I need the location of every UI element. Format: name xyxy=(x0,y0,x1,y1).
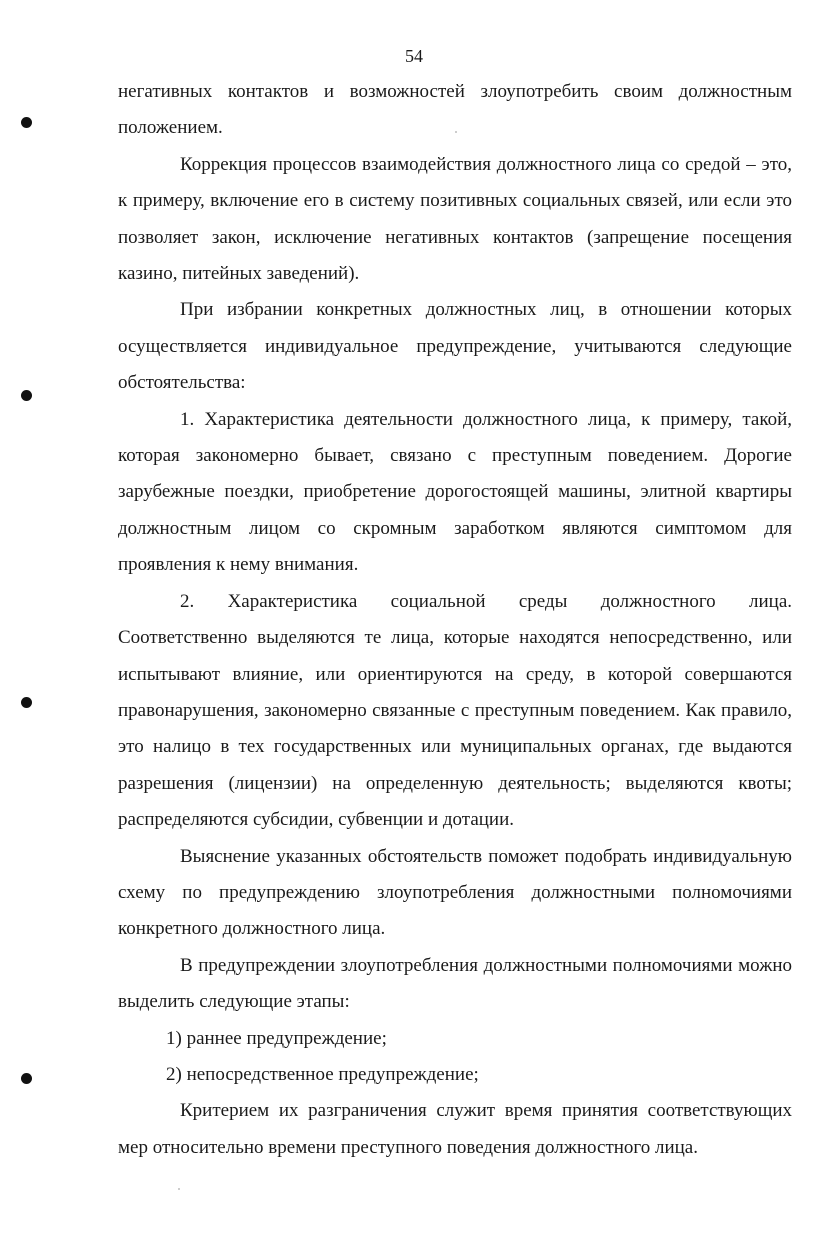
list-item-early-prevention: 1) раннее предупреждение; xyxy=(166,1027,387,1049)
binder-hole-4 xyxy=(21,1073,32,1084)
scan-speck xyxy=(178,1188,180,1190)
paragraph-continuation: негативных контактов и возможностей злоупотребить своим должностным положением. xyxy=(118,81,792,139)
binder-hole-3 xyxy=(21,697,32,708)
page-number: 54 xyxy=(405,46,423,66)
paragraph-stages-intro: В предупреждении злоупотребления должностными полномочиями можно выделить следующие этапы: xyxy=(118,954,792,1013)
binder-hole-2 xyxy=(21,390,32,401)
paragraph-item-2-heading: 2. Характеристика социальной среды должностного лица. xyxy=(180,590,792,612)
paragraph-criterion: Критерием их разграничения служит время принятия соответствующих мер относительно времени преступного поведения должностного лица. xyxy=(118,1100,792,1158)
list-item-direct-prevention: 2) непосредственное предупреждение; xyxy=(166,1063,479,1085)
document-text xyxy=(118,74,792,1166)
binder-hole-1 xyxy=(21,117,32,128)
paragraph-correction: Коррекция процессов взаимодействия должностного лица со средой – это, к примеру, включение его в систему позитивных социальных связей, или если это позволяет закон, исключение негативных контактов (запрещение посещения казино, питейных заведений). xyxy=(118,153,792,285)
paragraph-item-2-body: Соответственно выделяются те лица, которые находятся непосредственно, или испытывают влияние, или ориентируются на среду, в которой совершаются правонарушения, закономерно связанные с преступным поведением. Как правило, это налицо в тех государственных или муниципальных органах, где выдаются разрешения (лицензии) на определенную деятельность; выделяются квоты; распределяются субсидии, субвенции и дотации. xyxy=(118,627,792,831)
paragraph-clarification: Выяснение указанных обстоятельств поможет подобрать индивидуальную схему по предупреждению злоупотребления должностными полномочиями конкретного должностного лица. xyxy=(118,845,792,940)
paragraph-selection-criteria: При избрании конкретных должностных лиц, в отношении которых осуществляется индивидуальное предупреждение, учитываются следующие обстоятельства: xyxy=(118,299,792,394)
paragraph-item-1: 1. Характеристика деятельности должностного лица, к примеру, такой, которая закономерно бывает, связано с преступным поведением. Дорогие зарубежные поездки, приобретение дорогостоящей машины, элитной квартиры должностным лицом со скромным заработком являются симптомом для проявления к нему внимания. xyxy=(118,408,792,576)
scan-speck xyxy=(455,131,457,133)
